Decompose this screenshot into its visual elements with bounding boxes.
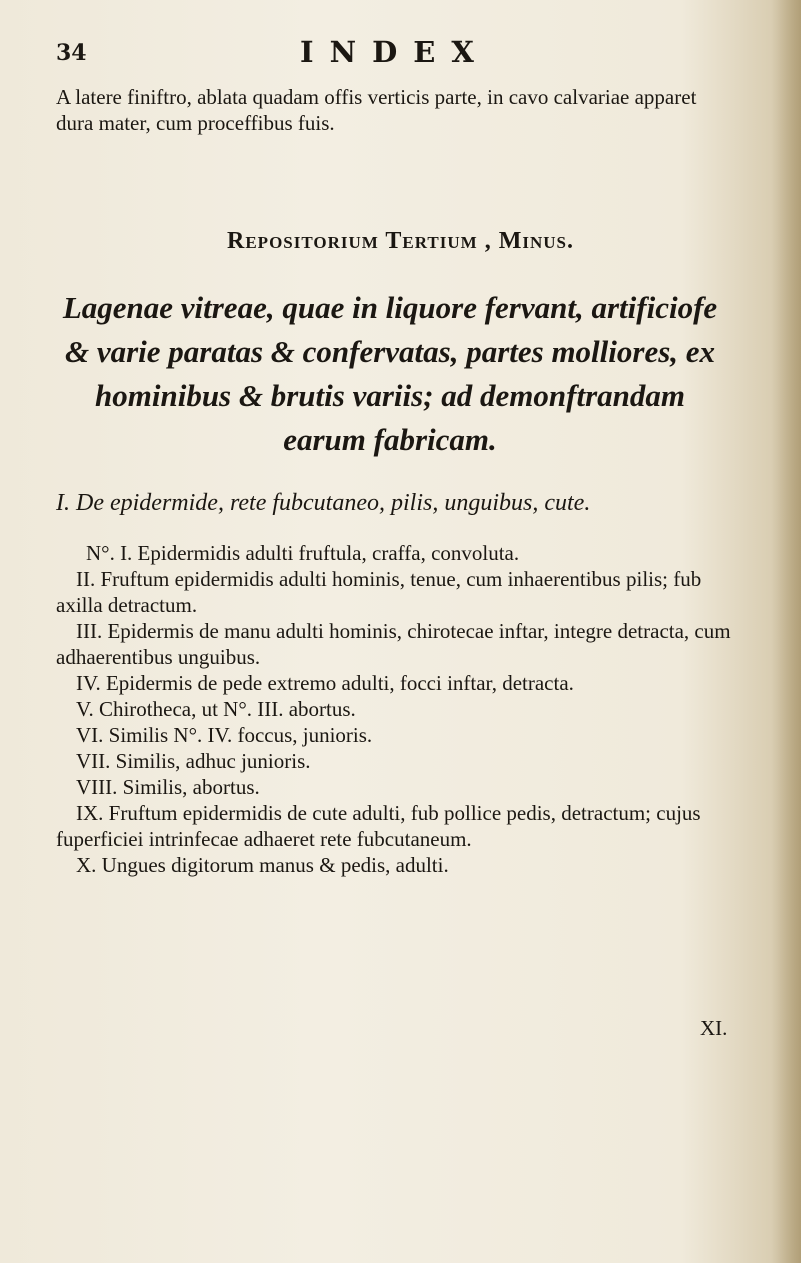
page-number: 34 [56,40,87,66]
entry-item: VIII. Similis, abortus. [76,775,260,799]
entry-item: V. Chirotheca, ut N°. III. abortus. [76,697,356,721]
entry-item: VII. Similis, adhuc junioris. [76,749,311,773]
subheading: I. De epidermide, rete fubcutaneo, pilis, unguibus, cute. [56,490,591,516]
entry-item: III. Epidermis de manu adulti hominis, chirotecae inftar, integre detracta, cum adhaerentibus unguibus. [56,619,731,669]
entry-item: IX. Fruftum epidermidis de cute adulti, fub pollice pedis, detractum; cujus fuperficiei intrinfecae adhaeret rete fubcutaneum. [56,801,701,851]
page-edge-shadow [771,0,801,1263]
intro-paragraph: A latere finiftro, ablata quadam offis verticis parte, in cavo calvariae apparet dura mater, cum proceffibus fuis. [56,85,697,135]
section-heading: Repositorium Tertium , Minus. [227,228,574,254]
entry-item: VI. Similis N°. IV. foccus, junioris. [76,723,373,747]
entry-item: X. Ungues digitorum manus & pedis, adulti. [76,853,449,877]
entry-list [56,540,736,878]
section-title: Lagenae vitreae, quae in liquore fervant, artificiofe & varie paratas & confervatas, partes molliores, ex hominibus & brutis variis; ad demonftrandam earum fabricam. [62,290,718,457]
entry-item: II. Fruftum epidermidis adulti hominis, tenue, cum inhaerentibus pilis; fub axilla detractum. [56,567,702,617]
entry-item: N°. I. Epidermidis adulti fruftula, craffa, convoluta. [86,541,520,565]
entry-item: IV. Epidermis de pede extremo adulti, focci inftar, detracta. [76,671,574,695]
catchword: XI. [700,1016,728,1040]
running-title: INDEX [300,35,490,69]
